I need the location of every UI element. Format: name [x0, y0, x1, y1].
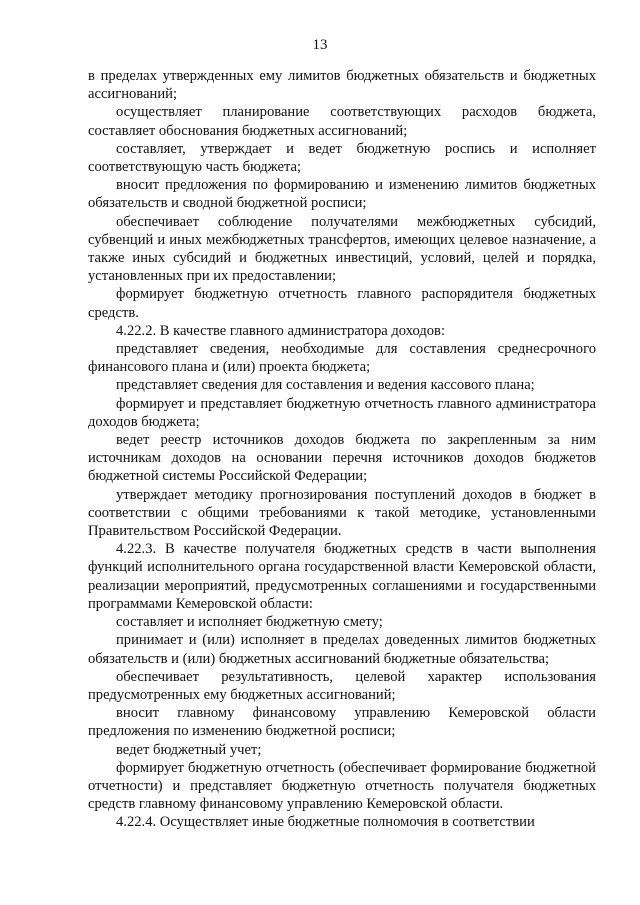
paragraph: формирует бюджетную отчетность (обеспечивает формирование бюджетной отчетности) и представляет бюджетную отчетность получателя бюджетных средств главному финансовому управлению Кемеровской области.: [88, 759, 596, 813]
paragraph: обеспечивает результативность, целевой характер использования предусмотренных ему бюджетных ассигнований;: [88, 668, 596, 703]
paragraph: обеспечивает соблюдение получателями межбюджетных субсидий, субвенций и иных межбюджетных трансфертов, имеющих целевое назначение, а также иных субсидий и бюджетных инвестиций, условий, целей и порядка, установленных при их предоставлении;: [88, 213, 596, 285]
paragraph: ведет бюджетный учет;: [116, 741, 262, 758]
paragraph: формирует и представляет бюджетную отчетность главного администратора доходов бюджета;: [88, 395, 596, 430]
paragraph: в пределах утвержденных ему лимитов бюджетных обязательств и бюджетных ассигнований;: [88, 68, 596, 103]
paragraph: осуществляет планирование соответствующих расходов бюджета, составляет обоснования бюджетных ассигнований;: [88, 104, 596, 139]
section-heading: 4.22.3. В качестве получателя бюджетных средств в части выполнения функций исполнительного органа государственной власти Кемеровской области, реализации мероприятий, предусмотренных соглашениями и государственными программами Кемеровской области:: [88, 541, 596, 612]
paragraph: составляет и исполняет бюджетную смету;: [116, 614, 383, 631]
paragraph: ведет реестр источников доходов бюджета по закрепленным за ним источникам доходов на основании перечня источников доходов бюджетов бюджетной системы Российской Федерации;: [88, 432, 596, 485]
section-heading: 4.22.2. В качестве главного администратора доходов:: [116, 322, 446, 339]
paragraph: представляет сведения, необходимые для составления среднесрочного финансового плана и (или) проекта бюджета;: [88, 341, 596, 376]
paragraph: утверждает методику прогнозирования поступлений доходов в бюджет в соответствии с общими требованиями к такой методике, установленными Правительством Российской Федерации.: [88, 486, 596, 540]
document-body: [88, 67, 596, 832]
paragraph: составляет, утверждает и ведет бюджетную роспись и исполняет соответствующую часть бюджета;: [88, 140, 596, 176]
paragraph: представляет сведения для составления и ведения кассового плана;: [116, 377, 535, 394]
page-number: 13: [312, 37, 328, 53]
paragraph: вносит предложения по формированию и изменению лимитов бюджетных обязательств и сводной бюджетной росписи;: [88, 177, 596, 212]
paragraph: вносит главному финансовому управлению Кемеровской области предложения по изменению бюджетной росписи;: [88, 705, 596, 740]
paragraph: формирует бюджетную отчетность главного распорядителя бюджетных средств.: [88, 286, 596, 321]
paragraph: принимает и (или) исполняет в пределах доведенных лимитов бюджетных обязательств и (или) бюджетных ассигнований бюджетные обязательства;: [88, 632, 596, 667]
section-heading: 4.22.4. Осуществляет иные бюджетные полномочия в соответствии: [116, 814, 535, 831]
